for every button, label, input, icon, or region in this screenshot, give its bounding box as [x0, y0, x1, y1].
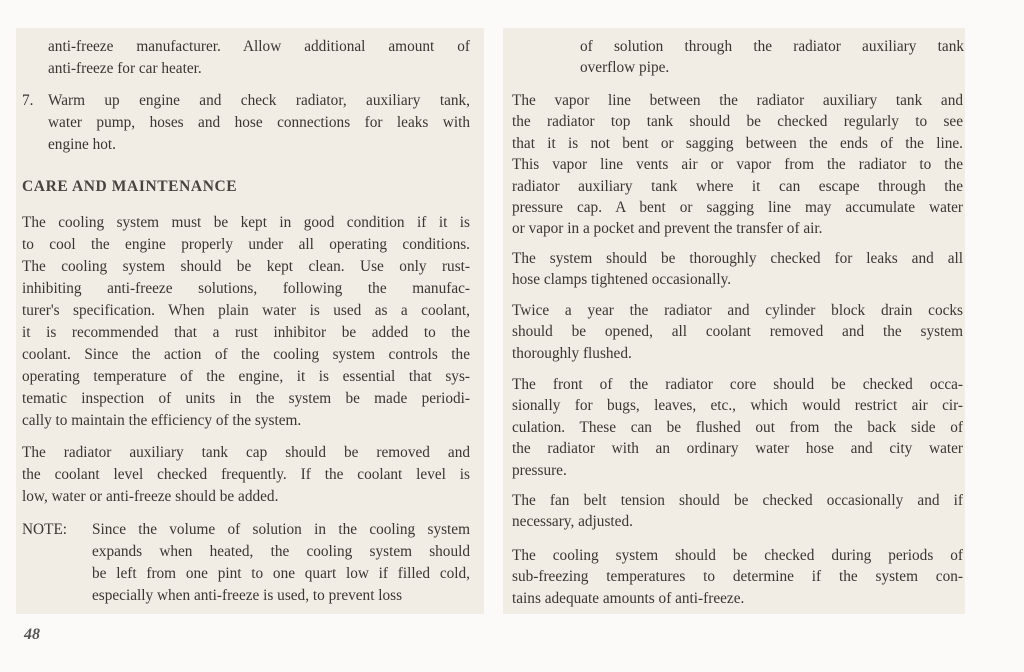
- text-line: anti-freeze for car heater.: [48, 60, 202, 77]
- text-line: pressure cap. A bent or sagging line may accumulate water: [512, 198, 963, 216]
- text-line: Since the volume of solution in the cooling system: [92, 521, 470, 538]
- text-line: be left from one pint to one quart low if filled cold,: [92, 565, 470, 582]
- text-line: hose clamps tightened occasionally.: [512, 271, 732, 289]
- text-line: The vapor line between the radiator auxiliary tank and: [512, 92, 963, 109]
- text-line: tematic inspection of units in the system be made periodi-: [22, 390, 470, 407]
- text-line: thoroughly flushed.: [512, 344, 632, 362]
- radiator-core-paragraph: [512, 374, 963, 481]
- text-line: cally to maintain the efficiency of the system.: [22, 412, 302, 429]
- note-text: [92, 519, 470, 607]
- section-heading: CARE AND MAINTENANCE: [22, 178, 238, 195]
- text-line: turer's specification. When plain water is used as a coolant,: [22, 302, 470, 319]
- text-line: Twice a year the radiator and cylinder block drain cocks: [512, 302, 963, 319]
- text-line: tains adequate amounts of anti-freeze.: [512, 589, 745, 607]
- text-line: radiator auxiliary tank where it can escape through the: [512, 177, 963, 195]
- freezing-check-paragraph: [512, 545, 963, 609]
- note-label: NOTE:: [22, 521, 68, 538]
- text-line: The radiator auxiliary tank cap should be removed and: [22, 444, 470, 461]
- care-paragraph-2: [22, 442, 470, 508]
- care-paragraph-1: [22, 212, 470, 432]
- text-line: coolant. Since the action of the cooling system controls the: [22, 346, 470, 363]
- page-number: 48: [24, 626, 40, 643]
- text-line: The cooling system should be checked during periods of: [512, 547, 963, 564]
- text-line: pressure.: [512, 461, 567, 479]
- left-continued-text: [48, 36, 470, 80]
- text-line: engine hot.: [48, 136, 116, 153]
- text-line: especially when anti-freeze is used, to prevent loss: [92, 587, 403, 604]
- fan-belt-paragraph: [512, 490, 963, 533]
- vapor-line-paragraph: [512, 90, 963, 240]
- text-line: This vapor line vents air or vapor from the radiator to the: [512, 156, 963, 174]
- text-line: expands when heated, the cooling system should: [92, 543, 470, 560]
- step-7-text: [48, 90, 470, 156]
- right-continued-text: [580, 36, 964, 79]
- text-line: The cooling system must be kept in good condition if it is: [22, 214, 470, 231]
- text-line: sionally for bugs, leaves, etc., which would restrict air cir-: [512, 397, 963, 415]
- flush-paragraph: [512, 300, 963, 364]
- text-line: The system should be thoroughly checked for leaks and all: [512, 250, 963, 267]
- text-line: The fan belt tension should be checked occasionally and if: [512, 492, 963, 509]
- text-line: to cool the engine properly under all operating conditions.: [22, 236, 470, 253]
- text-line: overflow pipe.: [580, 59, 670, 77]
- text-line: culation. These can be flushed out from the back side of: [512, 418, 963, 436]
- text-line: of solution through the radiator auxiliary tank: [580, 38, 964, 55]
- text-line: the coolant level checked frequently. If the coolant level is: [22, 466, 470, 483]
- text-line: operating temperature of the engine, it is essential that sys-: [22, 368, 470, 385]
- text-line: The cooling system should be kept clean. Use only rust-: [22, 258, 470, 275]
- text-line: Warm up engine and check radiator, auxiliary tank,: [48, 92, 470, 109]
- text-line: the radiator top tank should be checked regularly to see: [512, 113, 963, 131]
- leak-check-paragraph: [512, 248, 963, 291]
- text-line: should be opened, all coolant removed and the system: [512, 323, 963, 341]
- text-line: it is recommended that a rust inhibitor be added to the: [22, 324, 470, 341]
- text-line: sub-freezing temperatures to determine if the system con-: [512, 568, 963, 586]
- text-line: low, water or anti-freeze should be added.: [22, 488, 279, 505]
- text-line: water pump, hoses and hose connections for leaks with: [48, 114, 470, 131]
- step-number: 7.: [22, 92, 34, 109]
- text-line: inhibiting anti-freeze solutions, following the manufac-: [22, 280, 470, 297]
- text-line: that it is not bent or sagging between the ends of the line.: [512, 134, 963, 152]
- text-line: necessary, adjusted.: [512, 513, 633, 531]
- text-line: the radiator with an ordinary water hose and city water: [512, 440, 963, 458]
- text-line: or vapor in a pocket and prevent the transfer of air.: [512, 220, 823, 238]
- text-line: The front of the radiator core should be checked occa-: [512, 376, 963, 393]
- text-line: anti-freeze manufacturer. Allow additional amount of: [48, 38, 470, 55]
